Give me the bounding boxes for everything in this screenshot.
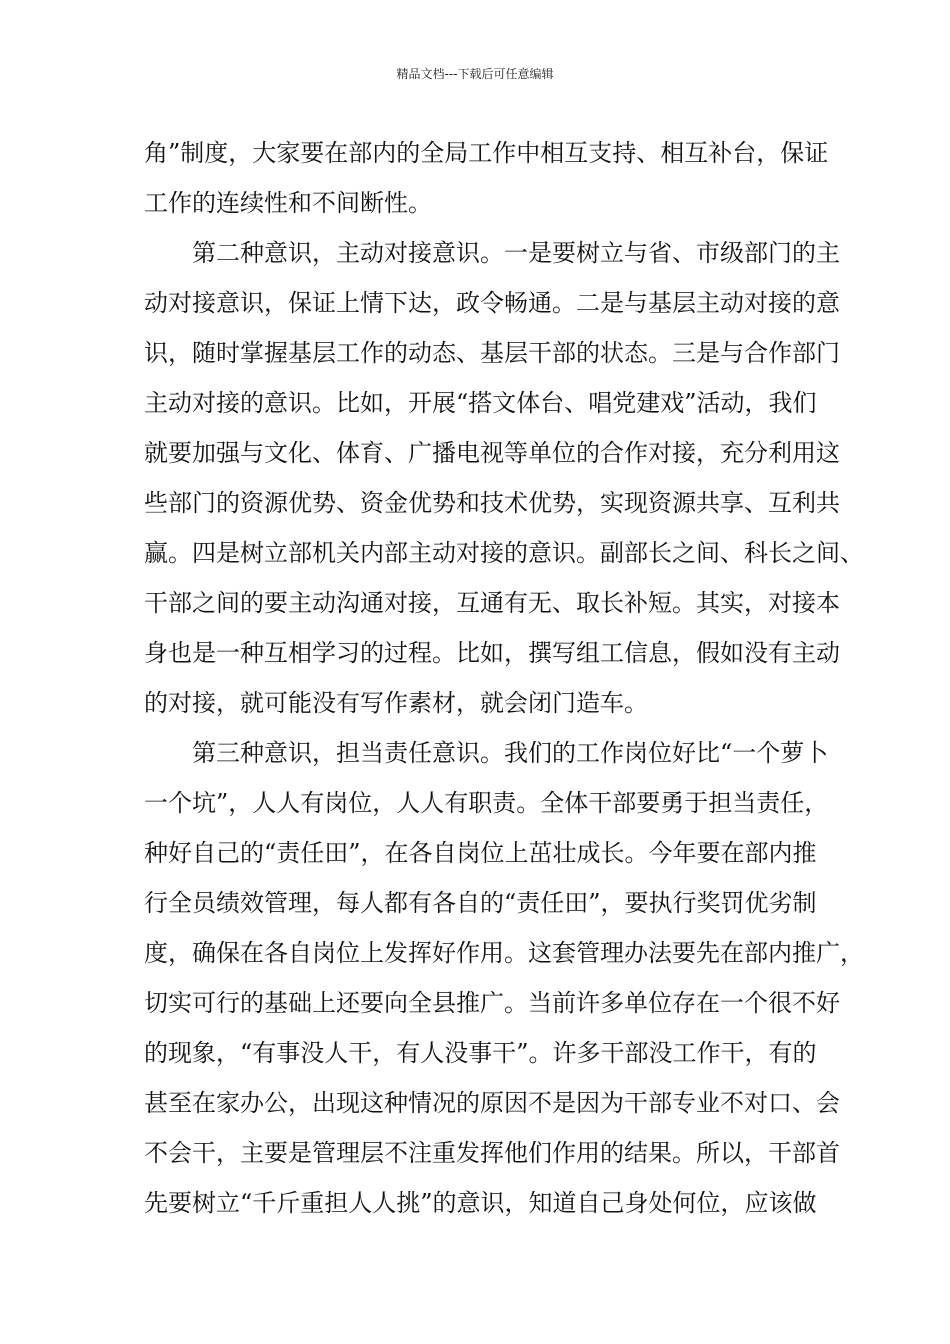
text-line: 切实可行的基础上还要向全县推广。当前许多单位存在一个很不好 — [144, 989, 840, 1017]
text-line: 赢。四是树立部机关内部主动对接的意识。副部长之间、科长之间、 — [144, 539, 864, 567]
text-line: 的现象，“有事没人干，有人没事干”。许多干部没工作干，有的 — [144, 1039, 817, 1067]
text-line: 的对接，就可能没有写作素材，就会闭门造车。 — [144, 689, 648, 717]
text-line: 就要加强与文化、体育、广播电视等单位的合作对接，充分利用这 — [144, 439, 840, 467]
text-line: 角”制度，大家要在部内的全局工作中相互支持、相互补台，保证 — [144, 139, 829, 167]
text-line: 身也是一种互相学习的过程。比如，撰写组工信息，假如没有主动 — [144, 639, 840, 667]
text-line: 干部之间的要主动沟通对接，互通有无、取长补短。其实，对接本 — [144, 589, 840, 617]
page-header: 精品文档---下载后可任意编辑 — [396, 67, 554, 81]
document-body — [144, 128, 864, 1228]
text-line: 甚至在家办公，出现这种情况的原因不是因为干部专业不对口、会 — [144, 1089, 840, 1117]
text-line: 主动对接的意识。比如，开展“搭文体台、唱党建戏”活动，我们 — [144, 389, 817, 417]
text-line: 行全员绩效管理，每人都有各自的“责任田”，要执行奖罚优劣制 — [144, 889, 817, 917]
text-line: 第二种意识，主动对接意识。一是要树立与省、市级部门的主 — [144, 239, 840, 267]
text-line: 种好自己的“责任田”，在各自岗位上茁壮成长。今年要在部内推 — [144, 839, 817, 867]
text-line: 度，确保在各自岗位上发挥好作用。这套管理办法要先在部内推广， — [144, 939, 864, 967]
text-line: 先要树立“千斤重担人人挑”的意识，知道自己身处何位，应该做 — [144, 1189, 817, 1217]
text-line: 不会干，主要是管理层不注重发挥他们作用的结果。所以，干部首 — [144, 1139, 840, 1167]
text-line: 一个坑”，人人有岗位，人人有职责。全体干部要勇于担当责任， — [144, 789, 829, 817]
text-line: 识，随时掌握基层工作的动态、基层干部的状态。三是与合作部门 — [144, 339, 840, 367]
text-line: 第三种意识，担当责任意识。我们的工作岗位好比“一个萝卜 — [144, 739, 829, 767]
text-line: 动对接意识，保证上情下达，政令畅通。二是与基层主动对接的意 — [144, 289, 840, 317]
text-line: 工作的连续性和不间断性。 — [144, 189, 432, 217]
text-line: 些部门的资源优势、资金优势和技术优势，实现资源共享、互利共 — [144, 489, 840, 517]
